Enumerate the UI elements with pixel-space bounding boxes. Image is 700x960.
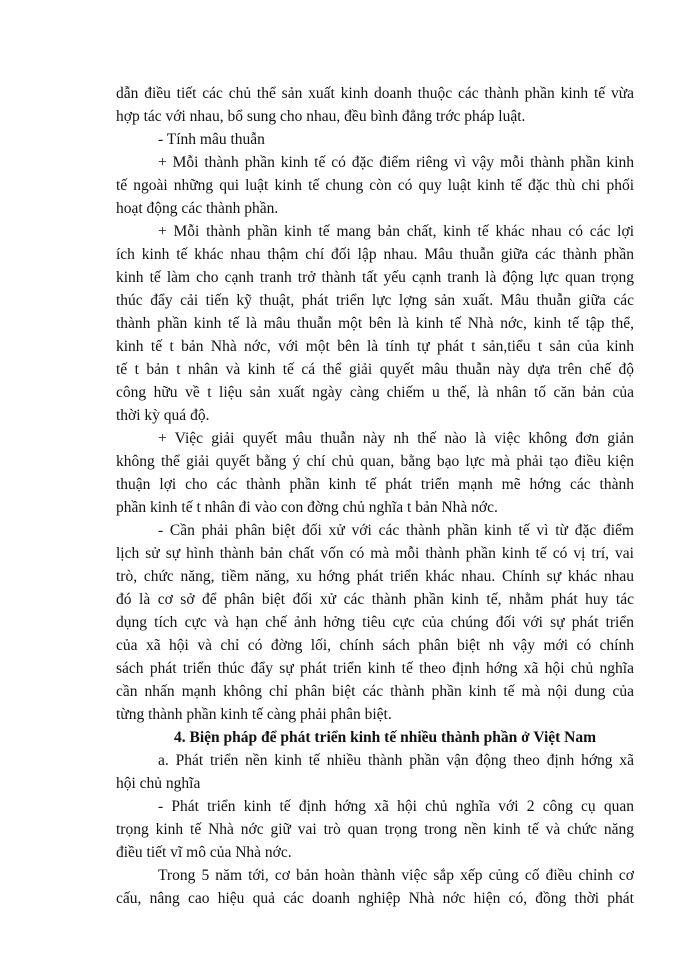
text-line: trò, chức năng, tiềm năng, xu hớng phát triển khác nhau. Chính sự khác nhau [116, 568, 634, 585]
section-heading: 4. Biện pháp để phát triển kinh tế nhiều thành phần ở Việt Nam [174, 729, 597, 746]
text-line: Trong 5 năm tới, cơ bản hoàn thành việc sắp xếp củng cố điều chỉnh cơ [158, 867, 634, 884]
text-line: - Tính mâu thuẫn [158, 131, 265, 148]
text-line: a. Phát triển nền kinh tế nhiều thành phần vận động theo định hớng xã [158, 752, 634, 769]
text-line: hợp tác với nhau, bổ sung cho nhau, đều bình đẳng trớc pháp luật. [116, 108, 526, 125]
text-line: thời kỳ quá độ. [116, 407, 210, 424]
text-line: tế ngoài những qui luật kinh tế chung còn có quy luật kinh tế đặc thù chi phối [116, 177, 634, 194]
text-line: điều tiết vĩ mô của Nhà nớc. [116, 844, 292, 861]
text-line: hoạt động các thành phần. [116, 200, 279, 217]
text-line: tế t bản t nhân và kinh tế cá thể giải quyết mâu thuẫn này dựa trên chế độ [116, 361, 634, 378]
text-line: - Cần phải phân biệt đối xử với các thành phần kinh tế vì từ đặc điểm [158, 522, 634, 539]
text-line: phần kinh tế t nhân đi vào con đờng chủ nghĩa t bản Nhà nớc. [116, 499, 498, 516]
text-line: kinh tế t bản Nhà nớc, với một bên là tính tự phát t sản,tiểu t sản của kinh [116, 338, 634, 355]
text-line: cấu, nâng cao hiệu quả các doanh nghiệp Nhà nớc hiện có, đồng thời phát [116, 890, 634, 907]
text-line: + Mỗi thành phần kinh tế mang bản chất, kinh tế khác nhau có các lợi [158, 223, 634, 240]
text-line: kinh tế làm cho cạnh tranh trở thành tất yếu cạnh tranh là động lực quan trọng [116, 269, 634, 286]
text-line: đó là cơ sở để phân biệt đối xử các thành phần kinh tế, nhằm phát huy tác [116, 591, 634, 608]
text-line: công hữu về t liệu sản xuất ngày càng chiếm u thế, là nhân tố căn bản của [116, 384, 634, 401]
text-line: - Phát triển kinh tế định hớng xã hội chủ nghĩa với 2 công cụ quan [158, 798, 634, 815]
text-line: từng thành phần kinh tế càng phải phân biệt. [116, 706, 392, 723]
text-line: thuận lợi cho các thành phần kinh tế phát triển mạnh mẽ hớng các thành [116, 476, 634, 493]
text-line: + Việc giải quyết mâu thuẫn này nh thế nào là việc không đơn giản [158, 430, 634, 447]
text-line: sách phát triển thúc đẩy sự phát triển kinh tế theo định hớng xã hội chủ nghĩa [116, 660, 634, 677]
text-line: thúc đẩy cải tiến kỹ thuật, phát triển lực lợng sản xuất. Mâu thuẫn giữa các [116, 292, 634, 309]
text-line: dẫn điều tiết các chủ thể sản xuất kinh doanh thuộc các thành phần kinh tế vừa [116, 85, 634, 102]
text-line: + Mỗi thành phần kinh tế có đặc điểm riêng vì vậy mỗi thành phần kinh [158, 154, 634, 171]
text-line: lịch sử sự hình thành bản chất vốn có mà mỗi thành phần kinh tế có vị trí, vai [116, 545, 634, 562]
text-line: của xã hội và chỉ có đờng lối, chính sách phân biệt nh vậy mới có chính [116, 637, 634, 654]
text-line: trọng kinh tế Nhà nớc giữ vai trò quan trọng trong nền kinh tế và chức năng [116, 821, 634, 838]
text-line: ích kinh tế khác nhau thậm chí đối lập nhau. Mâu thuẫn giữa các thành phần [116, 246, 634, 263]
text-line: cần nhấn mạnh không chỉ phân biệt các thành phần kinh tế mà nội dung của [116, 683, 634, 700]
text-line: thành phần kinh tế là mâu thuẫn một bên là kinh tế Nhà nớc, kinh tế tập thể, [116, 315, 634, 332]
text-line: dụng tích cực và hạn chế ảnh hởng tiêu cực của chúng đối với sự phát triển [116, 614, 634, 631]
text-line: hội chủ nghĩa [116, 775, 201, 792]
text-line: không thể giải quyết bằng ý chí chủ quan, bằng bạo lực mà phải tạo điều kiện [116, 453, 634, 470]
